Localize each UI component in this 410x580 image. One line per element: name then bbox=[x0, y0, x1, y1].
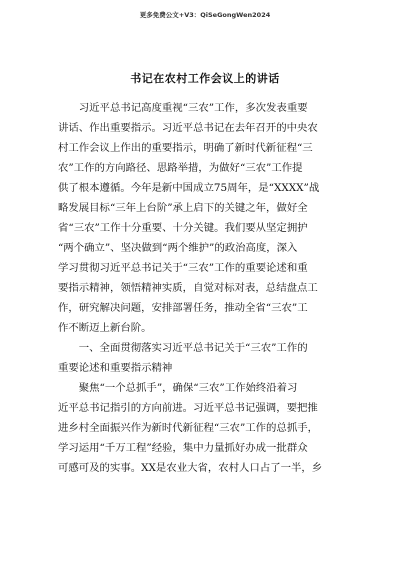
document-line: 讲话、作出重要指示。习近平总书记在去年召开的中央农 bbox=[58, 122, 318, 134]
document-line: 要指示精神，领悟精神实质，自觉对标对表，总结盘点工 bbox=[58, 282, 318, 294]
document-line: 略发展目标“三年上台阶”承上启下的关键之年，做好全 bbox=[58, 202, 308, 214]
page-header: 更多免费公文+V3：QiSeGongWen2024 bbox=[139, 11, 271, 19]
document-line: 一、全面贯彻落实习近平总书记关于“三农”工作的 bbox=[58, 342, 308, 354]
document-line: 重要论述和重要指示精神 bbox=[58, 362, 173, 374]
document-line: 学习运用“千万工程”经验，集中力量抓好办成一批群众 bbox=[58, 442, 308, 454]
document-line: 作，研究解决问题，安排部署任务，推动全省“三农”工 bbox=[58, 302, 308, 314]
document-line: 供了根本遵循。今年是新中国成立75周年，是“XXXX”战 bbox=[58, 182, 320, 194]
document-line: 作不断迈上新台阶。 bbox=[58, 322, 152, 334]
document-body bbox=[58, 98, 358, 478]
document-line: 省“三农”工作十分重要、十分关键。我们要从坚定拥护 bbox=[58, 222, 308, 234]
document-line: 农”工作的方向路径、思路举措，为做好“三农”工作提 bbox=[58, 162, 303, 174]
document-line: 近平总书记指引的方向前进。习近平总书记强调，要把推 bbox=[58, 402, 318, 414]
document-title: 书记在农村工作会议上的讲话 bbox=[130, 72, 280, 85]
document-line: 学习贯彻习近平总书记关于“三农”工作的重要论述和重 bbox=[58, 262, 308, 274]
document-line: 进乡村全面振兴作为新时代新征程“三农”工作的总抓手， bbox=[58, 422, 318, 434]
document-line: 村工作会议上作出的重要指示，明确了新时代新征程“三 bbox=[58, 142, 313, 154]
document-line: 可感可及的实事。XX是农业大省，农村人口占了一半，乡 bbox=[58, 462, 323, 474]
document-line: 习近平总书记高度重视“三农”工作，多次发表重要 bbox=[58, 102, 308, 114]
document-line: 聚焦“一个总抓手”，确保“三农”工作始终沿着习 bbox=[58, 382, 298, 394]
document-line: “两个确立”、坚决做到“两个维护”的政治高度，深入 bbox=[58, 242, 298, 254]
